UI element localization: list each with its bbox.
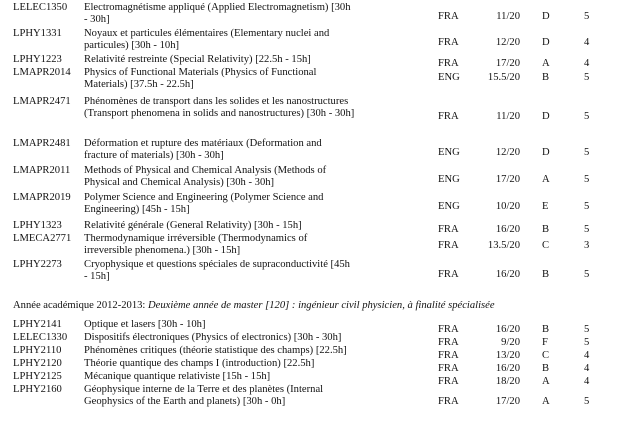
course-language: FRA: [438, 240, 459, 251]
course-title: Théorie quantique des champs I (introduction) [22.5h]: [84, 358, 315, 369]
course-code: LPHY2120: [13, 358, 62, 369]
course-grade: 13.5/20: [487, 240, 520, 251]
course-letter-grade: C: [542, 350, 550, 361]
course-letter-grade: A: [542, 174, 550, 185]
course-language: FRA: [438, 224, 459, 235]
course-language: FRA: [438, 363, 459, 374]
course-title: Géophysique interne de la Terre et des planètes (Internal Geophysics of the Earth and planets) [30h - 0h]: [84, 384, 324, 408]
course-title: Polymer Science and Engineering (Polymer Science and Engineering) [45h - 15h]: [84, 192, 324, 216]
course-grade: 17/20: [495, 174, 520, 185]
course-grade: 18/20: [495, 376, 520, 387]
course-grade: 12/20: [495, 37, 520, 48]
course-credits: 3: [584, 240, 590, 251]
course-grade: 17/20: [495, 396, 520, 407]
course-credits: 5: [584, 111, 590, 122]
course-credits: 5: [584, 147, 590, 158]
course-grade: 13/20: [495, 350, 520, 361]
course-title: Phénomènes critiques (théorie statistique des champs) [22.5h]: [84, 345, 347, 356]
course-credits: 5: [584, 224, 590, 235]
course-code: LELEC1330: [13, 332, 68, 343]
course-language: FRA: [438, 324, 459, 335]
course-letter-grade: D: [542, 37, 550, 48]
course-code: LPHY1323: [13, 220, 62, 231]
course-language: ENG: [438, 147, 460, 158]
course-letter-grade: B: [542, 224, 550, 235]
course-grade: 11/20: [496, 111, 520, 122]
course-title: Methods of Physical and Chemical Analysis (Methods of Physical and Chemical Analysis) [30h - 30h]: [84, 165, 327, 189]
course-title: Electromagnétisme appliqué (Applied Electromagnetism) [30h - 30h]: [84, 2, 351, 26]
course-code: LMAPR2011: [13, 165, 71, 176]
course-letter-grade: E: [542, 201, 549, 212]
course-title: Déformation et rupture des matériaux (Deformation and fracture of materials) [30h - 30h]: [84, 138, 322, 162]
course-grade: 10/20: [495, 201, 520, 212]
course-letter-grade: A: [542, 376, 550, 387]
course-code: LPHY2160: [13, 384, 62, 395]
course-language: ENG: [438, 201, 460, 212]
course-grade: 16/20: [495, 224, 520, 235]
course-grade: 16/20: [495, 363, 520, 374]
course-code: LELEC1350: [13, 2, 68, 13]
course-title: Relativité générale (General Relativity) [30h - 15h]: [84, 220, 302, 231]
course-letter-grade: B: [542, 363, 550, 374]
course-credits: 5: [584, 324, 590, 335]
course-credits: 5: [584, 174, 590, 185]
course-code: LMAPR2481: [13, 138, 71, 149]
course-credits: 5: [584, 337, 590, 348]
course-credits: 4: [584, 58, 590, 69]
course-title: Cryophysique et questions spéciales de supraconductivité [45h - 15h]: [84, 259, 350, 283]
course-language: FRA: [438, 337, 459, 348]
course-credits: 4: [584, 350, 590, 361]
course-title: Phénomènes de transport dans les solides et les nanostructures (Transport phenomena in solids and nanostructures) [30h - 30h]: [84, 96, 355, 120]
course-credits: 5: [584, 396, 590, 407]
course-letter-grade: D: [542, 111, 550, 122]
academic-year-label: Année académique 2012-2013:: [13, 300, 149, 311]
course-code: LMAPR2014: [13, 67, 71, 78]
course-title: Thermodynamique irréversible (Thermodynamics of irreversible phenomena.) [30h - 15h]: [84, 233, 308, 257]
course-grade: 9/20: [501, 337, 520, 348]
course-credits: 4: [584, 37, 590, 48]
course-grade: 16/20: [495, 324, 520, 335]
course-credits: 4: [584, 376, 590, 387]
course-grade: 12/20: [495, 147, 520, 158]
course-title: Physics of Functional Materials (Physics of Functional Materials) [37.5h - 22.5h]: [84, 67, 317, 91]
course-language: FRA: [438, 396, 459, 407]
course-letter-grade: B: [542, 324, 550, 335]
course-letter-grade: D: [542, 147, 550, 158]
course-credits: 5: [584, 72, 590, 83]
course-grade: 17/20: [495, 58, 520, 69]
course-code: LPHY2110: [13, 345, 62, 356]
course-credits: 5: [584, 11, 590, 22]
course-code: LMECA2771: [13, 233, 72, 244]
course-language: FRA: [438, 350, 459, 361]
course-language: FRA: [438, 11, 459, 22]
course-language: FRA: [438, 269, 459, 280]
course-letter-grade: D: [542, 11, 550, 22]
course-letter-grade: F: [542, 337, 548, 348]
course-credits: 5: [584, 201, 590, 212]
course-credits: 4: [584, 363, 590, 374]
course-code: LPHY1331: [13, 28, 62, 39]
course-grade: 15.5/20: [487, 72, 520, 83]
course-code: LPHY2125: [13, 371, 62, 382]
course-title: Noyaux et particules élémentaires (Elementary nuclei and particules) [30h - 10h]: [84, 28, 330, 52]
course-grade: 11/20: [496, 11, 520, 22]
course-title: Relativité restreinte (Special Relativity) [22.5h - 15h]: [84, 54, 311, 65]
course-letter-grade: A: [542, 396, 550, 407]
course-grade: 16/20: [495, 269, 520, 280]
course-language: FRA: [438, 376, 459, 387]
course-code: LMAPR2471: [13, 96, 71, 107]
course-title: Optique et lasers [30h - 10h]: [84, 319, 206, 330]
course-language: ENG: [438, 174, 460, 185]
course-title: Mécanique quantique relativiste [15h - 15h]: [84, 371, 271, 382]
course-code: LMAPR2019: [13, 192, 71, 203]
course-language: FRA: [438, 111, 459, 122]
course-letter-grade: C: [542, 240, 550, 251]
course-language: FRA: [438, 37, 459, 48]
program-name: Deuxième année de master [120] : ingénieur civil physicien, à finalité spécialisée: [148, 300, 495, 311]
course-letter-grade: B: [542, 269, 550, 280]
course-code: LPHY2273: [13, 259, 62, 270]
course-language: FRA: [438, 58, 459, 69]
course-credits: 5: [584, 269, 590, 280]
course-letter-grade: A: [542, 58, 550, 69]
course-code: LPHY1223: [13, 54, 62, 65]
academic-year-heading: [13, 300, 495, 312]
course-letter-grade: B: [542, 72, 550, 83]
course-language: ENG: [438, 72, 460, 83]
course-code: LPHY2141: [13, 319, 62, 330]
course-title: Dispositifs électroniques (Physics of electronics) [30h - 30h]: [84, 332, 342, 343]
